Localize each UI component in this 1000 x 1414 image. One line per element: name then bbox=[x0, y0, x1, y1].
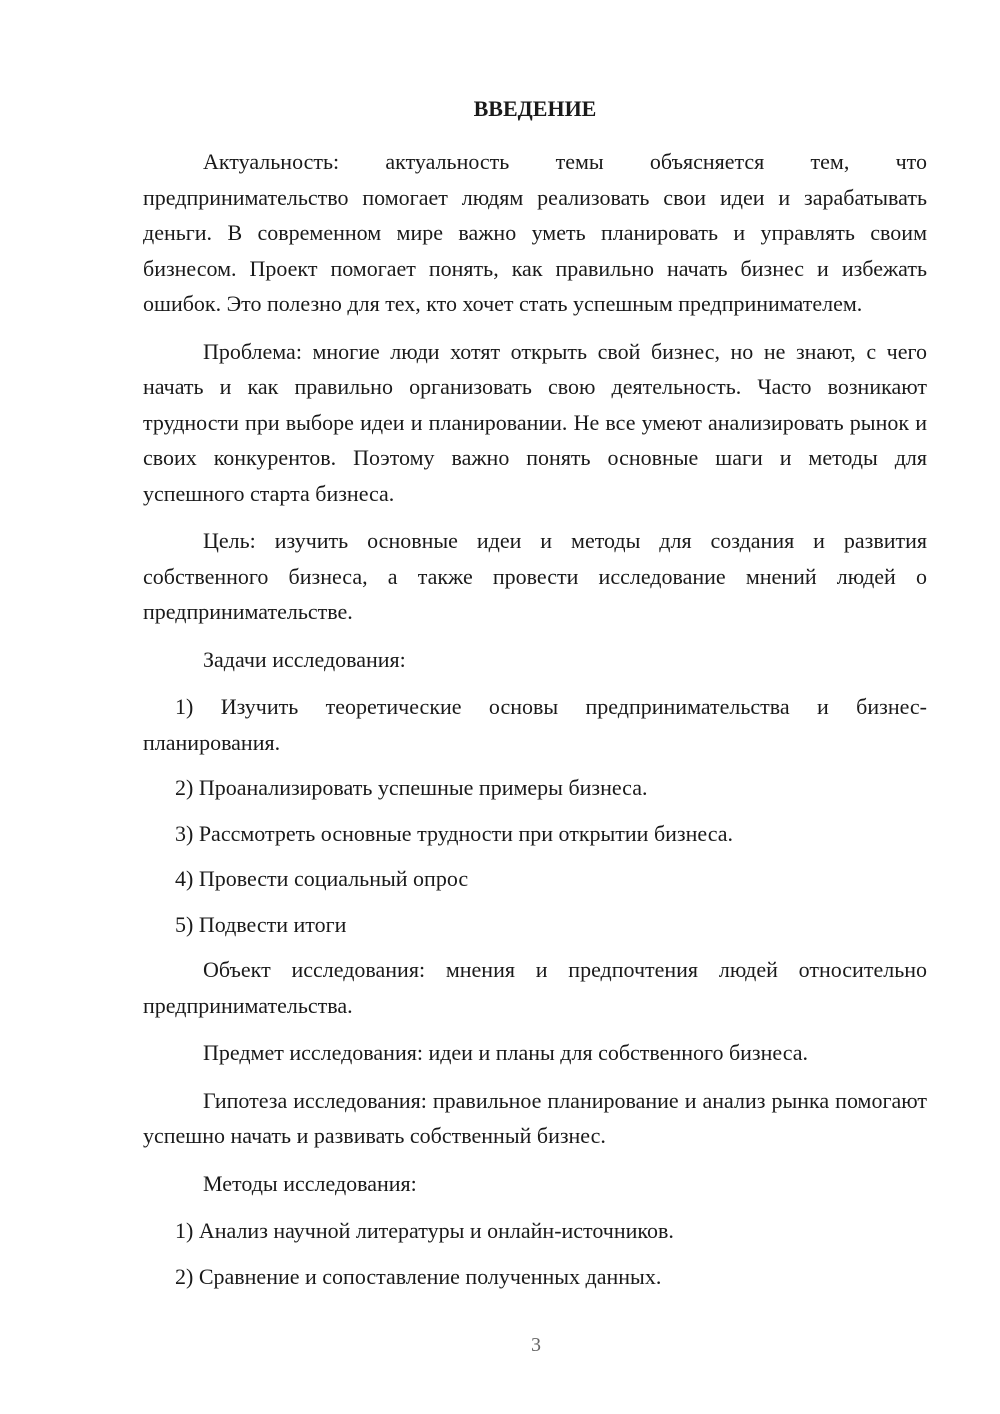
method-item: 1) Анализ научной литературы и онлайн-источников. bbox=[175, 1218, 674, 1243]
task-item: 5) Подвести итоги bbox=[175, 911, 347, 937]
task-item: 1) Изучить теоретические основы предпринимательства и бизнес-планирования. bbox=[143, 694, 927, 755]
page-content bbox=[143, 94, 927, 1304]
subject-paragraph: Предмет исследования: идеи и планы для собственного бизнеса. bbox=[203, 1040, 809, 1065]
task-item: 4) Провести социальный опрос bbox=[175, 866, 469, 891]
relevance-paragraph: Актуальность: актуальность темы объясняется тем, что предпринимательство помогает людям реализовать свои идеи и зарабатывать деньги. В современном мире важно уметь планировать и управлять своим бизнесом. Проект помогает понять, как правильно начать бизнес и избежать ошибок. Это полезно для тех, кто хочет стать успешным предпринимателем. bbox=[143, 149, 927, 316]
task-item: 2) Проанализировать успешные примеры бизнеса. bbox=[175, 775, 648, 800]
hypothesis-paragraph: Гипотеза исследования: правильное планирование и анализ рынка помогают успешно начать и развивать собственный бизнес. bbox=[143, 1087, 927, 1148]
tasks-heading: Задачи исследования: bbox=[203, 646, 406, 672]
methods-heading: Методы исследования: bbox=[203, 1170, 417, 1196]
goal-paragraph: Цель: изучить основные идеи и методы для создания и развития собственного бизнеса, а также провести исследование мнений людей о предпринимательстве. bbox=[143, 528, 927, 624]
problem-paragraph: Проблема: многие люди хотят открыть свой бизнес, но не знают, с чего начать и как правильно организовать свою деятельность. Часто возникают трудности при выборе идеи и планировании. Не все умеют анализировать рынок и своих конкурентов. Поэтому важно понять основные шаги и методы для успешного старта бизнеса. bbox=[143, 338, 927, 506]
page-title: ВВЕДЕНИЕ bbox=[473, 96, 597, 121]
page-number: 3 bbox=[531, 1334, 541, 1356]
object-paragraph: Объект исследования: мнения и предпочтения людей относительно предпринимательства. bbox=[143, 957, 927, 1018]
task-item: 3) Рассмотреть основные трудности при открытии бизнеса. bbox=[175, 820, 733, 846]
method-item: 2) Сравнение и сопоставление полученных данных. bbox=[175, 1263, 662, 1289]
